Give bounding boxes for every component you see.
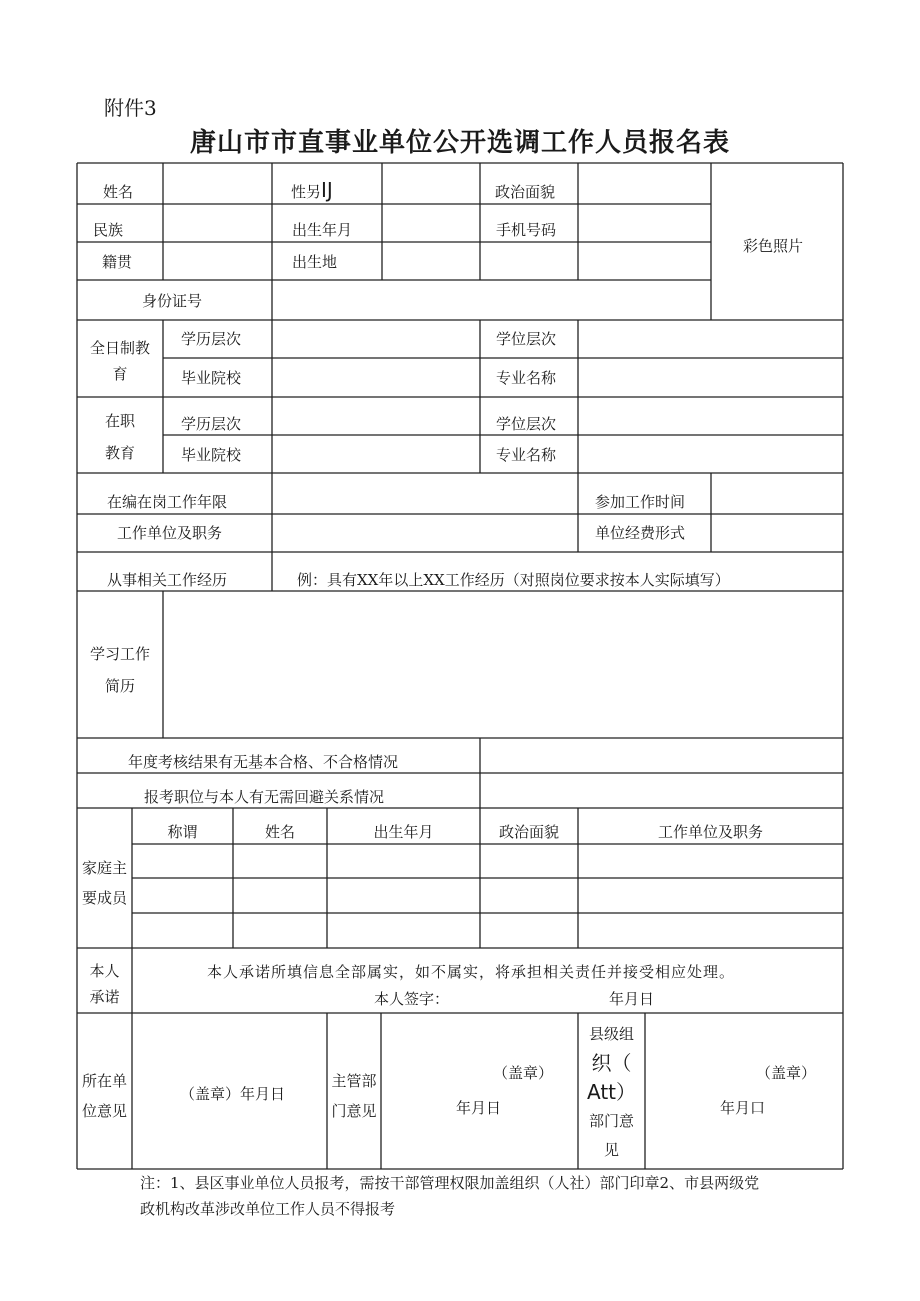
birth-input[interactable] — [383, 205, 479, 241]
resume-input[interactable] — [164, 592, 842, 737]
id-number-input[interactable] — [273, 281, 710, 319]
pledge-text: 本人承诺所填信息全部属实，如不属实，将承担相关责任并接受相应处理。 — [207, 963, 736, 981]
dept-opinion-stamp: （盖章） — [493, 1064, 554, 1082]
birthplace-input[interactable] — [383, 243, 479, 279]
org-opinion-stamp: （盖章） — [756, 1064, 817, 1082]
onjob-major-label: 专业名称 — [496, 446, 557, 464]
dept-opinion-label: 主管部 门意见 — [331, 1072, 377, 1120]
experience-label: 从事相关工作经历 — [107, 571, 228, 589]
fulltime-degree-level-label: 学历层次 — [181, 330, 242, 348]
id-number-label: 身份证号 — [142, 292, 203, 310]
work-years-label: 在编在岗工作年限 — [107, 493, 228, 511]
avoidance-label: 报考职位与本人有无需回避关系情况 — [144, 788, 385, 806]
political-label: 政治面貌 — [495, 183, 556, 201]
family-header-name: 姓名 — [264, 823, 295, 841]
native-label: 籍贯 — [102, 253, 133, 271]
family-header-political: 政治面貌 — [498, 823, 559, 841]
experience-hint: 例：具有XX年以上XX工作经历（对照岗位要求按本人实际填写） — [297, 571, 730, 589]
phone-label: 手机号码 — [496, 221, 557, 239]
unit-opinion-label: 所在单 位意见 — [81, 1072, 127, 1120]
pledge-label: 本人 承诺 — [89, 962, 120, 1006]
gender-label: 性另IJ — [291, 178, 333, 202]
political-input[interactable] — [579, 164, 710, 203]
ethnicity-input[interactable] — [164, 205, 271, 241]
ethnicity-label: 民族 — [93, 221, 124, 239]
onjob-degree-level-label: 学历层次 — [181, 415, 242, 433]
assessment-label: 年度考核结果有无基本合格、不合格情况 — [128, 753, 399, 771]
fulltime-academic-degree-label: 学位层次 — [496, 330, 557, 348]
unit-post-label: 工作单位及职务 — [117, 524, 223, 542]
footnote-line-2: 政机构改革涉改单位工作人员不得报考 — [140, 1200, 396, 1218]
org-opinion-label: 县级组 织（ Att） 部门意 见 — [586, 1025, 636, 1159]
onjob-edu-label: 在职 教育 — [104, 412, 135, 462]
org-opinion-date: 年月口 — [720, 1099, 766, 1117]
attachment-label: 附件3 — [104, 96, 157, 120]
family-header-relation: 称谓 — [167, 823, 198, 841]
fulltime-major-label: 专业名称 — [496, 369, 557, 387]
family-header-unit: 工作单位及职务 — [657, 823, 763, 841]
funding-label: 单位经费形式 — [595, 524, 686, 542]
fulltime-school-label: 毕业院校 — [181, 369, 242, 387]
photo-placeholder: 彩色照片 — [743, 237, 804, 255]
name-input[interactable] — [164, 164, 271, 203]
native-input[interactable] — [164, 243, 271, 279]
onjob-academic-degree-label: 学位层次 — [496, 415, 557, 433]
phone-input[interactable] — [579, 205, 710, 241]
footnote-line-1: 注：1、县区事业单位人员报考，需按干部管理权限加盖组织（人社）部门印章2、市县两级党 — [140, 1174, 760, 1192]
birth-label: 出生年月 — [292, 221, 353, 239]
form-title: 唐山市市直事业单位公开选调工作人员报名表 — [189, 128, 730, 158]
unit-opinion-stamp: （盖章）年月日 — [180, 1085, 286, 1103]
family-header-birth: 出生年月 — [373, 823, 434, 841]
footnote — [140, 1170, 850, 1222]
pledge-sign: 本人签字： — [374, 990, 450, 1008]
pledge-date: 年月日 — [609, 990, 655, 1008]
gender-input[interactable] — [383, 164, 479, 203]
birthplace-label: 出生地 — [292, 253, 338, 271]
work-start-label: 参加工作时间 — [595, 493, 686, 511]
family-label: 家庭主 要成员 — [81, 859, 127, 907]
onjob-school-label: 毕业院校 — [181, 446, 242, 464]
dept-opinion-date: 年月日 — [456, 1099, 502, 1117]
resume-label: 学习工作 简历 — [89, 645, 150, 695]
name-label: 姓名 — [103, 183, 134, 201]
fulltime-edu-label: 全日制教 育 — [89, 339, 150, 383]
